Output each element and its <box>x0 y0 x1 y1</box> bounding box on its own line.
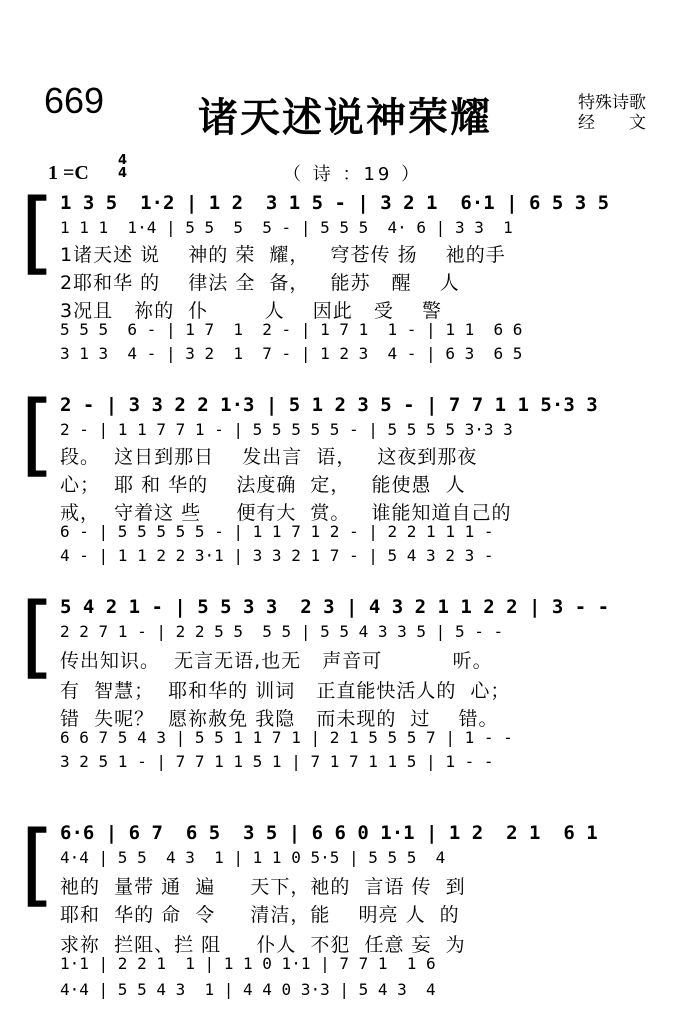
system-brace: [ <box>20 180 56 285</box>
tenor-line: 6 6 7 5 4 3 | 5 5 1 1 7 1 | 2 1 5 5 5 7 | 1 - - <box>60 728 513 747</box>
bass-line: 3 2 5 1 - | 7 7 1 1 5 1 | 7 1 7 1 1 5 | 1 - - <box>60 752 494 771</box>
melody-line: 6·6 | 6 7 6 5 3 5 | 6 6 0 1·1 | 1 2 2 1 6 1 <box>60 822 598 844</box>
lyrics-verse-2: 有 智慧； 耶和华的 训词 正直能快活人的 心； <box>60 680 511 702</box>
alto-line: 4·4 | 5 5 4 3 1 | 1 1 0 5·5 | 5 5 5 4 <box>60 848 446 867</box>
bass-line: 3 1 3 4 - | 3 2 1 7 - | 1 2 3 4 - | 6 3 6 5 <box>60 344 523 363</box>
time-signature-top: 4 <box>118 153 128 168</box>
scripture-reference: （ 诗 ：19 ） <box>283 164 423 185</box>
system-brace: [ <box>20 812 56 917</box>
system-brace: [ <box>20 584 56 689</box>
music-system <box>0 180 700 371</box>
tenor-line: 5 5 5 6 - | 1 7 1 2 - | 1 7 1 1 - | 1 1 6 6 <box>60 320 523 339</box>
lyrics-verse-1: 祂的 量带 通 遍 天下，祂的 言语 传 到 <box>60 876 466 898</box>
lyrics-verse-2: 2耶和华 的 律法 全 备， 能苏 醒 人 <box>60 272 460 294</box>
melody-line: 1 3 5 1·2 | 1 2 3 1 5 - | 3 2 1 6·1 | 6 5 3 5 <box>60 192 610 214</box>
lyrics-verse-3: 错 失呢？ 愿祢赦免 我隐 而未现的 过 错。 <box>60 708 499 730</box>
system-brace: [ <box>20 382 56 487</box>
lyrics-verse-3: 求祢 拦阻、拦 阻 仆人 不犯 任意 妄 为 <box>60 934 466 956</box>
lyrics-verse-1: 传出知识。 无言无语,也无 声音可 听。 <box>60 650 493 672</box>
melody-line: 5 4 2 1 - | 5 5 3 3 2 3 | 4 3 2 1 1 2 2 | 3 - - <box>60 596 610 618</box>
hymn-title: 诸天述说神荣耀 <box>198 95 492 141</box>
lyrics-verse-3: 戒， 守着这 些 便有大 赏。 谁能知道自己的 <box>60 502 512 524</box>
music-system <box>0 584 700 775</box>
lyrics-verse-1: 1诸天述 说 神的 荣 耀， 穹苍传 扬 祂的手 <box>60 244 506 266</box>
category-label: 特殊诗歌 <box>578 93 646 113</box>
time-signature <box>118 154 127 180</box>
lyrics-verse-2: 耶和 华的 命 令 清洁，能 明亮 人 的 <box>60 904 460 926</box>
lyrics-verse-2: 心； 耶 和 华的 法度确 定， 能使愚 人 <box>60 474 466 496</box>
melody-line: 2 - | 3 3 2 2 1·3 | 5 1 2 3 5 - | 7 7 1 1 5·3 3 <box>60 394 598 416</box>
tenor-line: 1·1 | 2 2 1 1 | 1 1 0 1·1 | 7 7 1 1 6 <box>60 954 436 973</box>
alto-line: 2 2 7 1 - | 2 2 5 5 5 5 | 5 5 4 3 3 5 | 5 - - <box>60 622 504 641</box>
music-system <box>0 382 700 573</box>
lyrics-verse-1: 段。 这日到那日 发出言 语， 这夜到那夜 <box>60 446 478 468</box>
bass-line: 4 - | 1 1 2 2 3·1 | 3 3 2 1 7 - | 5 4 3 2 3 - <box>60 546 494 565</box>
hymn-number: 669 <box>44 80 105 121</box>
tenor-line: 6 - | 5 5 5 5 5 - | 1 1 7 1 2 - | 2 2 1 1 1 - <box>60 522 494 541</box>
alto-line: 2 - | 1 1 7 7 1 - | 5 5 5 5 5 - | 5 5 5 5 3·3 3 <box>60 420 513 439</box>
time-signature-bottom: 4 <box>118 166 128 181</box>
music-system <box>0 812 700 1008</box>
alto-line: 1 1 1 1·4 | 5 5 5 5 - | 5 5 5 4· 6 | 3 3 1 <box>60 218 513 237</box>
key-signature: 1 =C <box>48 162 89 184</box>
bass-line: 4·4 | 5 5 4 3 1 | 4 4 0 3·3 | 5 4 3 4 <box>60 980 436 999</box>
source-label: 经 文 <box>578 113 646 133</box>
lyrics-verse-3: 3况且 祢的 仆 人 因此 受 警 <box>60 300 443 322</box>
